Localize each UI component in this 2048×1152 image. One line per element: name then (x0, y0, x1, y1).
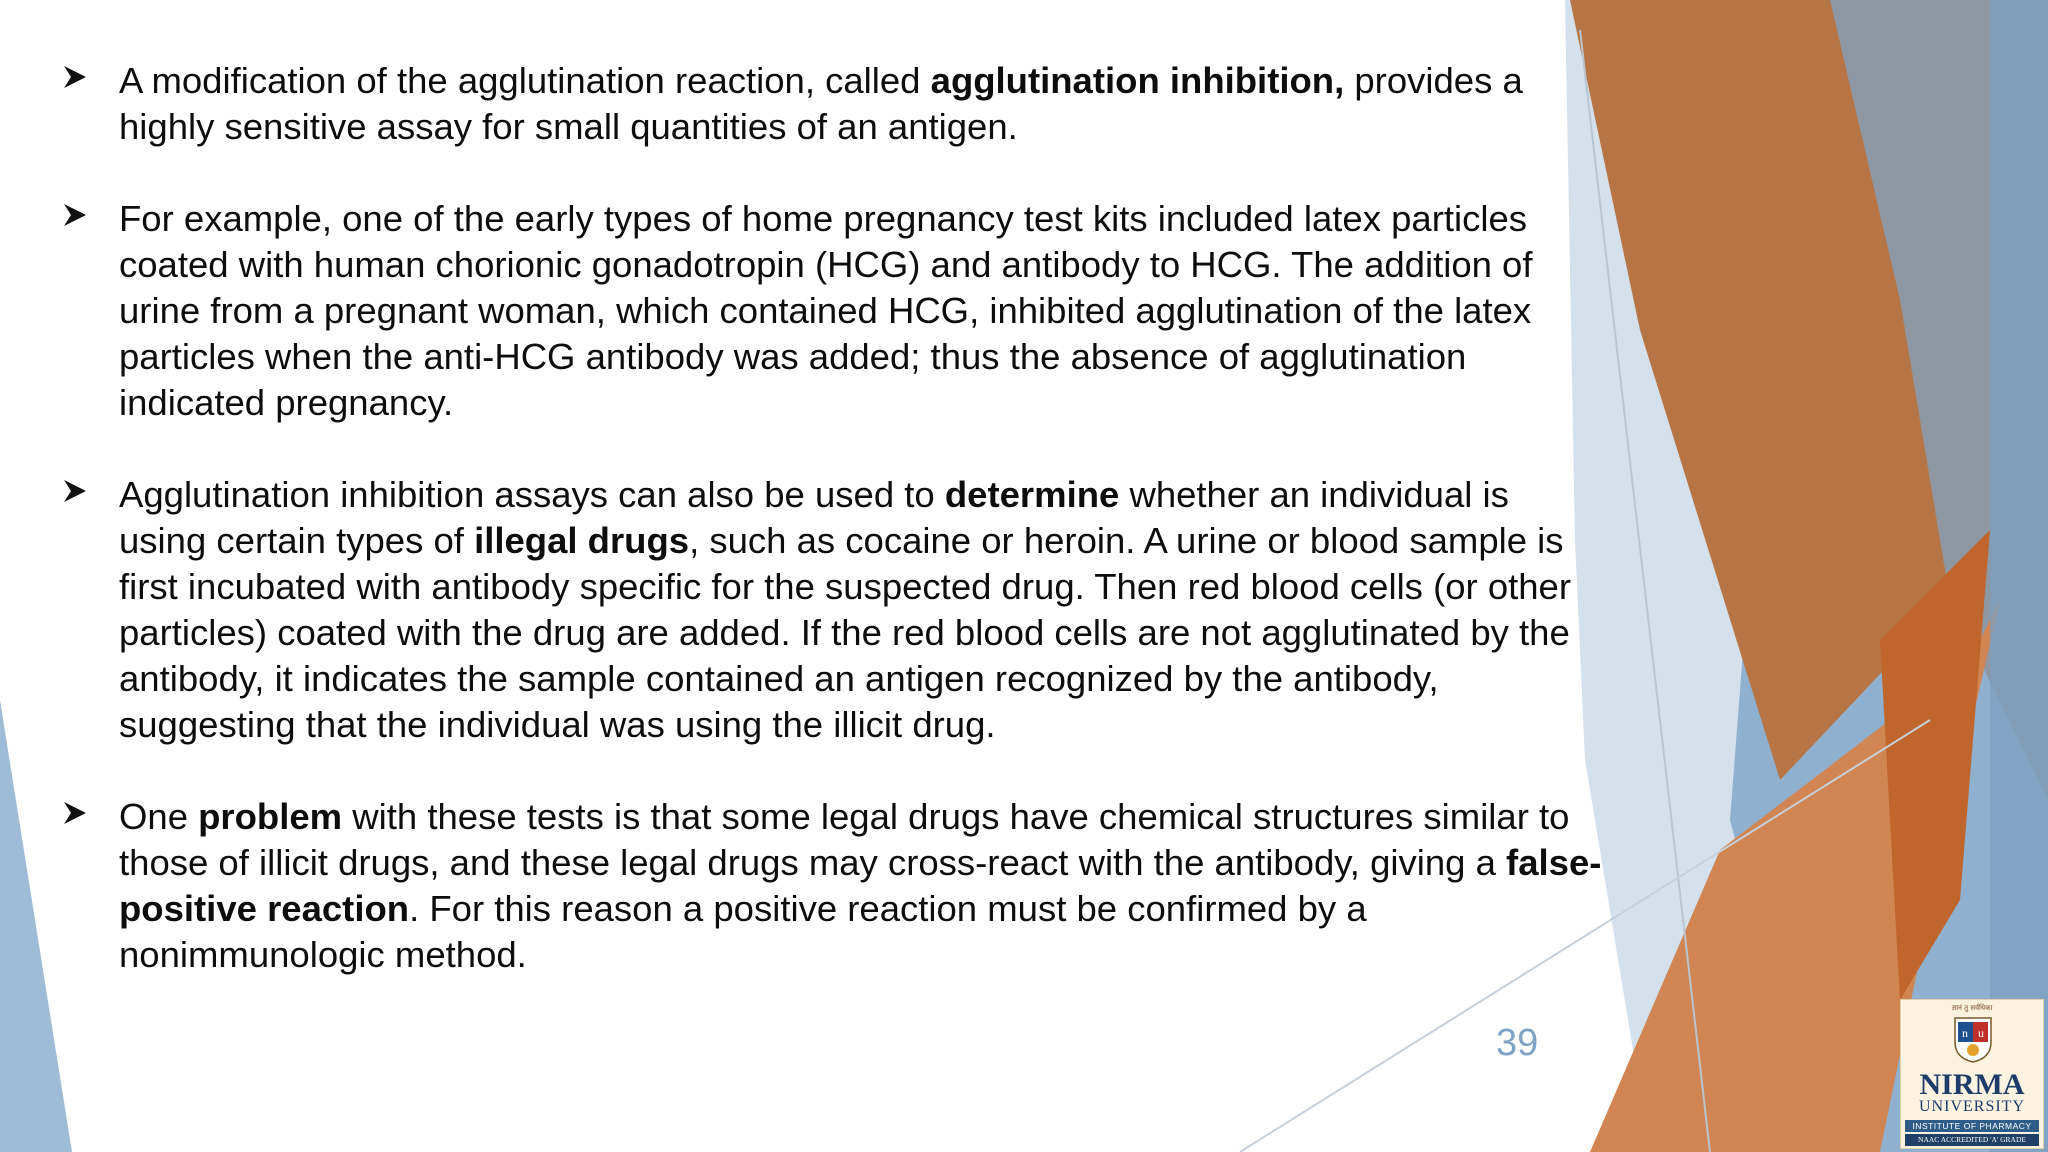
bullet-bold-segment: false-positive reaction (119, 842, 1602, 929)
page-number: 39 (1496, 1022, 1539, 1064)
bullet-text-segment: . For this reason a positive reaction must be confirmed by a nonimmunologic method. (119, 888, 1367, 975)
arrow-bullet-icon (62, 202, 88, 228)
logo-subname: UNIVERSITY (1919, 1098, 2025, 1115)
logo-name: NIRMA (1919, 1068, 2025, 1101)
bullet-list (62, 58, 1602, 1024)
bullet-text-segment: whether an individual is using certain types of (119, 474, 1509, 561)
right-edge-blue-facet (1990, 0, 2048, 1152)
bullet-bold-segment: determine (944, 474, 1120, 515)
bullet-text-segment: For example, one of the early types of home pregnancy test kits included latex particles coated with human chorionic gonadotropin (HCG) and antibody to HCG. The addition of urine from a pregnant woman, which contained HCG, inhibited agglutination of the latex particles when the anti-HCG antibody was added; thus the absence of agglutination indicated pregnancy. (119, 198, 1533, 423)
bullet-text-segment: Agglutination inhibition assays can also be used to (119, 474, 945, 515)
arrow-bullet-icon (62, 800, 88, 826)
bullet-bold-segment: illegal drugs (474, 520, 690, 561)
bullet-text-segment: , such as cocaine or heroin. A urine or blood sample is first incubated with antibody specific for the suspected drug. Then red blood cells (or other particles) coated with the drug are added. If the red blood cells are not agglutinated by the antibody, it indicates the sample contained an antigen recognized by the antibody, suggesting that the individual was using the illicit drug. (119, 520, 1572, 745)
bullet-item (62, 58, 1602, 150)
logo-institute: INSTITUTE OF PHARMACY (1905, 1120, 2039, 1132)
university-logo (1900, 999, 2044, 1149)
arrow-bullet-icon (62, 478, 88, 504)
bullet-text-segment: provides a highly sensitive assay for small quantities of an antigen. (119, 60, 1523, 147)
crest-icon (1951, 1014, 1995, 1064)
arrow-bullet-icon (62, 64, 88, 90)
bullet-text-segment: with these tests is that some legal drugs have chemical structures similar to those of illicit drugs, and these legal drugs may cross-react with the antibody, giving a (119, 796, 1570, 883)
svg-text:u: u (1978, 1026, 1984, 1040)
bullet-text-segment: One (119, 796, 199, 837)
bullet-text-segment: A modification of the agglutination reaction, called (119, 60, 931, 101)
svg-text:n: n (1962, 1026, 1968, 1040)
logo-tagline: ज्ञानं तु सर्वधिका (1951, 1004, 1993, 1012)
bullet-item (62, 472, 1602, 748)
bullet-bold-segment: problem (198, 796, 343, 837)
bullet-bold-segment: agglutination inhibition, (930, 60, 1345, 101)
bullet-item (62, 794, 1602, 978)
logo-accreditation: NAAC ACCREDITED 'A' GRADE (1905, 1134, 2039, 1146)
bullet-item (62, 196, 1602, 426)
